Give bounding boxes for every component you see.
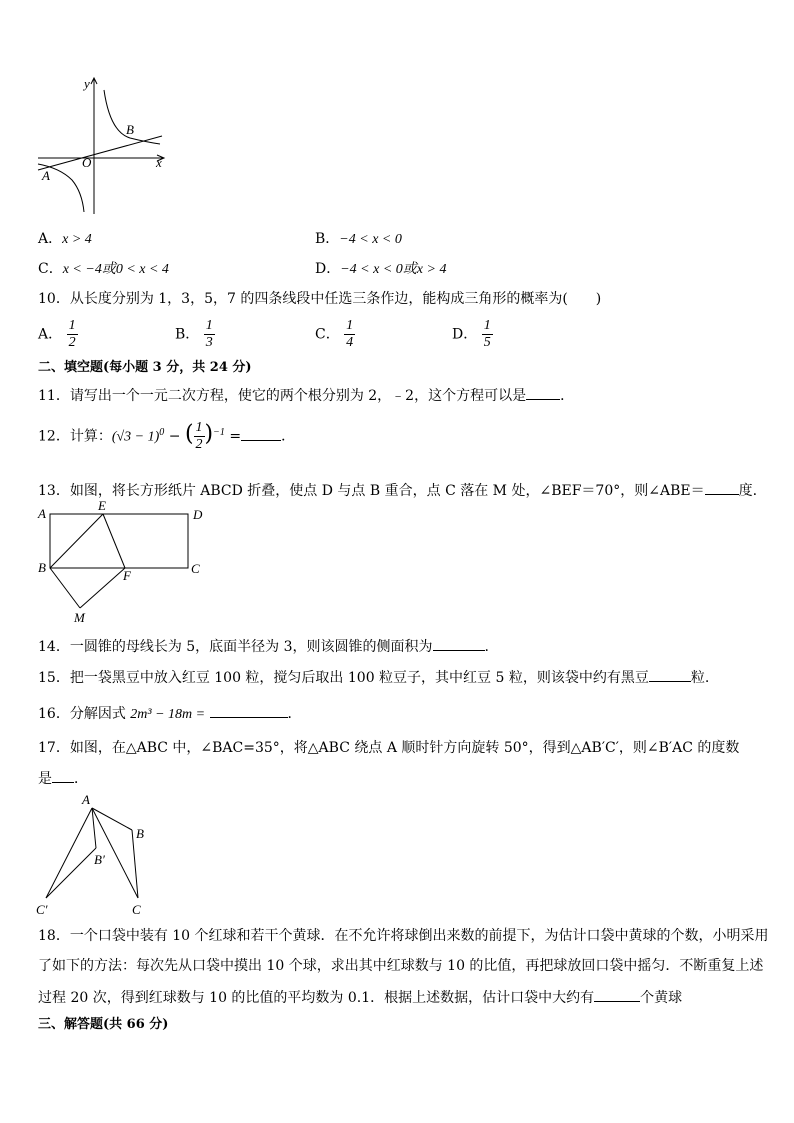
- q16: 16．分解因式 2m³ − 18m = ．: [38, 703, 302, 724]
- fraction: $\frac{1}{2}$: [68, 318, 76, 350]
- q18-line3: 过程 20 次，得到红球数与 10 的比值的平均数为 0.1．根据上述数据，估计口袋中大约有 个黄球: [38, 987, 682, 1007]
- q17-rotated-triangle-figure: [32, 790, 162, 920]
- q17-line1: 17．如图，在△ABC 中，∠BAC=35°，将△ABC 绕点 A 顺时针方向旋转 50°，得到△AB′C′，则∠B′AC 的度数: [38, 740, 740, 756]
- q17-line2: 是 ．: [38, 768, 88, 788]
- section-heading-fill-in: 二、填空题(每小题 3 分，共 24 分): [38, 360, 252, 375]
- graph-origin-label: O: [82, 155, 92, 170]
- q10-option-c: C． $\frac{1}{4}$: [315, 318, 354, 350]
- answer-blank: [526, 385, 560, 400]
- q13-stem: 13．如图，将长方形纸片 ABCD 折叠，使点 D 与点 B 重合，点 C 落在 M 处，∠BEF＝70°，则∠ABE＝ 度.: [38, 480, 757, 500]
- fraction: $\frac{1}{4}$: [346, 318, 354, 350]
- q12: 12．计算：$(√3 - 1)^0$ − ( $\frac{1}{2}$ )$^{-1}$ = ．: [38, 420, 296, 453]
- fig13-point-f: F: [123, 568, 131, 583]
- fig13-point-m: M: [74, 610, 85, 625]
- fraction: $\frac{1}{2}$: [195, 420, 203, 453]
- section-heading-solutions: 三、解答题(共 66 分): [38, 1017, 169, 1032]
- fig13-point-b: B: [38, 560, 46, 575]
- graph-point-a: A: [42, 168, 50, 183]
- fig17-point-a: A: [82, 792, 90, 807]
- fig17-point-b: B: [136, 826, 144, 841]
- fig13-point-d: D: [193, 507, 203, 522]
- answer-blank: [433, 636, 485, 651]
- fig13-point-c: C: [191, 561, 200, 576]
- answer-blank: [210, 703, 288, 718]
- q9-option-d: D．−4 < x < 0或x > 4: [315, 261, 447, 277]
- q9-option-a: A．x > 4: [38, 231, 92, 247]
- fraction: $\frac{1}{3}$: [205, 318, 213, 350]
- q9-option-c: C．x < −4或0 < x < 4: [38, 261, 169, 277]
- q13-folded-rectangle-figure: [34, 500, 214, 626]
- q10-stem: 10．从长度分别为 1，3，5，7 的四条线段中任选三条作边，能构成三角形的概率为( ): [38, 291, 602, 307]
- q10-option-a: A． $\frac{1}{2}$: [38, 318, 76, 350]
- q9-option-b: B．−4 < x < 0: [315, 231, 402, 247]
- fig13-point-a: A: [38, 506, 46, 521]
- fig17-point-c: C: [132, 902, 141, 917]
- q10-option-b: B． $\frac{1}{3}$: [175, 318, 213, 350]
- graph-point-b: B: [126, 122, 134, 137]
- q15: 15．把一袋黑豆中放入红豆 100 粒，搅匀后取出 100 粒豆子，其中红豆 5 粒，则该袋中约有黑豆 粒.: [38, 667, 709, 687]
- q11: 11．请写出一个一元二次方程，使它的两个根分别为 2，﹣2，这个方程可以是 ．: [38, 385, 574, 405]
- answer-blank: [705, 480, 739, 495]
- fig17-point-c-prime: C′: [36, 902, 48, 917]
- fig17-point-b-prime: B′: [94, 852, 105, 867]
- answer-blank: [649, 667, 691, 682]
- answer-blank: [241, 426, 281, 441]
- q10-option-d: D． $\frac{1}{5}$: [452, 318, 491, 350]
- fraction: $\frac{1}{5}$: [483, 318, 491, 350]
- graph-y-label: y: [84, 76, 90, 91]
- fig13-point-e: E: [98, 500, 106, 513]
- q9-function-graph: [30, 72, 180, 220]
- answer-blank: [594, 987, 640, 1002]
- q18-line2: 了如下的方法：每次先从口袋中摸出 10 个球，求出其中红球数与 10 的比值，再把球放回口袋中摇匀．不断重复上述: [38, 958, 764, 974]
- answer-blank: [52, 768, 74, 783]
- q14: 14．一圆锥的母线长为 5，底面半径为 3，则该圆锥的侧面积为 .: [38, 636, 489, 656]
- graph-x-label: x: [156, 155, 162, 170]
- q18-line1: 18．一个口袋中装有 10 个红球和若干个黄球．在不允许将球倒出来数的前提下，为估计口袋中黄球的个数，小明采用: [38, 928, 769, 944]
